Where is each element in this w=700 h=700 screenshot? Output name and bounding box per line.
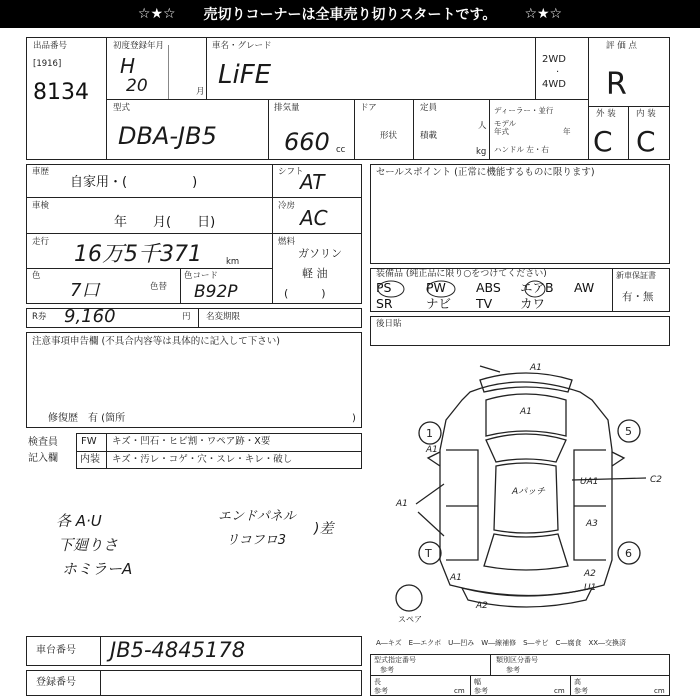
equip-pw: PW [426, 280, 446, 295]
damage-mark: A1 [426, 445, 438, 455]
drive-4wd: 4WD [542, 79, 566, 90]
spare-label: スペア [398, 615, 422, 624]
person-unit: 人 [478, 121, 487, 131]
damage-mark: A3 [586, 519, 598, 529]
shift-label: シフト [278, 167, 304, 177]
height-cm: cm [654, 687, 665, 695]
km-unit: km [226, 257, 240, 267]
exterior-label: 外 装 [596, 109, 616, 119]
color: 7口 [70, 280, 100, 301]
banner-stars-left: ☆★☆ [137, 6, 176, 22]
damage-mark: A1 [450, 573, 462, 583]
inspector-row1-text: キズ・凹石・ヒビ割・ワペア跡・X要 [112, 436, 271, 447]
cc-unit: cc [336, 145, 346, 155]
lot-number: 8134 [33, 80, 89, 105]
equip-tv: TV [476, 295, 493, 311]
mileage: 16万5千371 [74, 242, 202, 267]
wheel-label: 6 [625, 547, 632, 560]
score-label: 評 価 点 [606, 41, 637, 51]
note-line-1: 各 A·U [56, 512, 102, 530]
month-unit: 月 [196, 87, 205, 97]
class-label: 類別区分番号 [496, 656, 538, 664]
ac: AC [300, 206, 328, 230]
inspector-row2-head: 内装 [80, 454, 100, 465]
model: DBA-JB5 [118, 122, 217, 150]
damage-mark: A2 [584, 569, 596, 579]
interior-label: 内 装 [636, 109, 656, 119]
width-label: 幅 [474, 678, 481, 686]
equip-sr: SR [376, 295, 393, 311]
displacement: 660 [284, 128, 330, 156]
ac-label: 冷房 [278, 201, 296, 211]
banner-title: 売切りコーナーは全車売り切りスタートです。 [203, 7, 497, 23]
color-sub-label: 色替 [150, 282, 168, 292]
lot-code: [1916] [33, 59, 62, 69]
equip-navi: ナビ [426, 295, 452, 311]
length-ref: 参考 [374, 687, 388, 695]
inspection-value: 年 月( 日) [114, 215, 216, 230]
damage-mark: A1 [396, 499, 408, 509]
color-label: 色 [32, 271, 41, 281]
shape-label: 形状 [380, 131, 398, 141]
inspector-row2-text: キズ・汚レ・コゲ・穴・スレ・キレ・破し [112, 454, 293, 465]
warranty-label: 新車保証書 [616, 271, 656, 280]
equip-leather: カワ [520, 295, 546, 311]
damage-mark: A2 [476, 601, 488, 611]
load-label: 積載 [420, 131, 438, 141]
tax-label: R券 [32, 312, 47, 322]
model-year-label: モデル 年式 [494, 119, 517, 136]
note-line-6: )差 [314, 521, 334, 537]
fuel-diesel: 軽 油 [302, 267, 328, 280]
shift: AT [300, 170, 325, 194]
damage-mark: C2 [650, 475, 663, 485]
score: R [606, 67, 627, 102]
fuel-label: 燃料 [278, 237, 296, 247]
registration-row [26, 670, 362, 696]
note-line-3: ホミラーA [62, 560, 133, 578]
struct-label: 型式指定番号 [374, 656, 416, 664]
chassis-label: 車台番号 [36, 645, 76, 656]
registration-label: 登録番号 [36, 677, 76, 688]
first-reg-era: H [120, 54, 136, 78]
tax-yen: 円 [182, 312, 191, 322]
drive-2wd: 2WD [542, 54, 566, 65]
inspection-label: 車検 [32, 201, 50, 211]
banner-stars-right: ☆★☆ [524, 6, 563, 22]
lot-label: 出品番号 [33, 41, 68, 51]
equip-ps: PS [376, 280, 392, 295]
car-name: LiFE [218, 60, 272, 90]
repair-label: 修復歴 有 (箇所 [48, 413, 126, 424]
repair-close: ) [352, 413, 356, 424]
exterior-grade: C [593, 125, 613, 158]
first-reg-label: 初度登録年月 [113, 41, 165, 51]
damage-mark: A1 [530, 363, 542, 373]
damage-mark: U1 [584, 583, 597, 593]
damage-mark: A1 [520, 407, 532, 417]
notes-label: 注意事項申告欄 (不具合内容等は具体的に記入して下さい) [32, 336, 280, 347]
height-ref: 参考 [574, 687, 588, 695]
sales-points-label: セールスポイント (正常に機能するものに限ります) [376, 167, 595, 178]
wheel-label: T [425, 547, 432, 560]
equip-abs: ABS [476, 280, 501, 295]
damage-mark: UA1 [580, 477, 599, 487]
handle-label: ハンドル 左・右 [494, 145, 549, 154]
wheel-label: 5 [625, 425, 632, 438]
displacement-label: 排気量 [274, 103, 300, 113]
height-label: 高 [574, 678, 581, 686]
kg-unit: kg [476, 147, 487, 157]
car-history-value: 自家用・( ) [70, 175, 198, 190]
model-label: 型式 [113, 103, 131, 113]
drive-dot: · [556, 67, 560, 78]
warranty-value: 有・無 [622, 291, 654, 303]
color-code-label: 色コード [184, 271, 219, 281]
length-label: 長 [374, 678, 381, 686]
car-history-label: 車歴 [32, 167, 50, 177]
dealer-label: ディーラー・並行 [494, 106, 554, 115]
struct-ref: 参考 [380, 666, 394, 674]
chassis-value: JB5-4845178 [110, 638, 246, 662]
length-cm: cm [454, 687, 465, 695]
equipment-label: 装備品 (純正品に限り○をつけてください) [376, 269, 547, 279]
first-reg-year: 20 [126, 76, 148, 96]
damage-mark: Aパッチ [512, 487, 546, 497]
note-line-5: リコフロ3 [226, 533, 287, 548]
tax-value: 9,160 [64, 306, 116, 327]
width-cm: cm [554, 687, 565, 695]
inspector-row1-head: FW [81, 436, 97, 447]
width-ref: 参考 [474, 687, 488, 695]
legend: A―キズ E―エクボ U―凹み W―線補修 S―サビ C―腐食 XX―交換済 [376, 639, 627, 647]
equip-airbag: エアB [520, 280, 554, 295]
capacity-label: 定員 [420, 103, 438, 113]
inspector-label-1: 検査員 [28, 437, 58, 448]
car-name-label: 車名・グレード [212, 41, 272, 51]
equip-aw: AW [574, 280, 595, 295]
mileage-label: 走行 [32, 237, 50, 247]
color-code: B92P [194, 282, 238, 302]
name-change-label: 名変期限 [206, 312, 241, 322]
year-unit: 年 [563, 127, 571, 136]
door-label: ドア [360, 103, 377, 113]
inspector-label-2: 記入欄 [28, 453, 58, 464]
after-fit-label: 後日貼 [376, 319, 402, 329]
note-line-4: エンドパネル [218, 509, 296, 524]
class-ref: 参考 [506, 666, 520, 674]
fuel-other: ( ) [284, 287, 326, 300]
interior-grade: C [636, 125, 656, 158]
wheel-label: 1 [426, 427, 433, 440]
fuel-gasoline: ガソリン [298, 247, 342, 260]
note-line-2: 下廻りさ [58, 536, 119, 554]
